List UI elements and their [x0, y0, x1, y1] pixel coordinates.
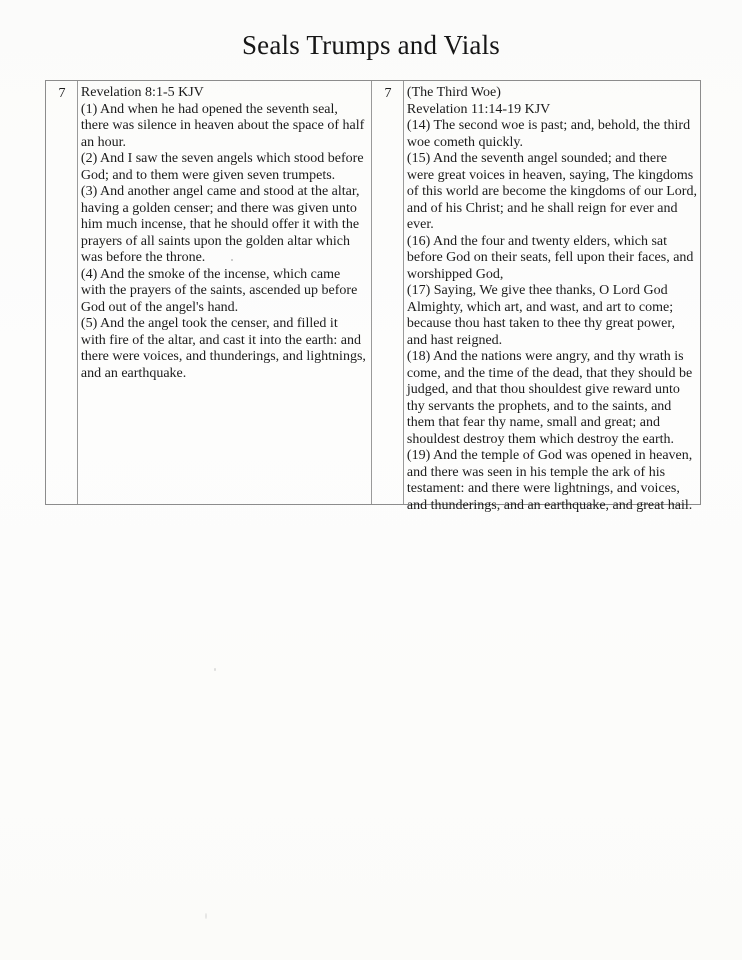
left-passage-line: having a golden censer; and there was given unto [80, 200, 357, 216]
right-passage-line: (18) And the nations were angry, and thy wrath is [406, 349, 684, 364]
right-passage-line: of this world are become the kingdoms of our Lord, [406, 184, 697, 199]
right-passage-line: shouldest destroy them which destroy the earth. [406, 431, 675, 447]
left-passage-line: an hour. [80, 134, 127, 150]
right-passage-line: worshipped God, [406, 266, 504, 282]
right-passage-line: (19) And the temple of God was opened in heaven, [406, 448, 693, 463]
right-passage-line: ever. [406, 217, 434, 232]
left-passage-line: there was silence in heaven about the space of half [80, 118, 365, 133]
left-passage-line: (3) And another angel came and stood at the altar, [80, 184, 360, 199]
left-passage-line: him much incense, that he should offer it with the [80, 217, 360, 232]
left-passage-line: prayers of all saints upon the golden altar which [80, 233, 350, 249]
right-passage-line: (17) Saying, We give thee thanks, O Lord God [406, 283, 668, 298]
left-passage-cell [78, 81, 372, 504]
right-passage-line: before God on their seats, fell upon their faces, and [406, 250, 694, 265]
right-passage-line: were great voices in heaven, saying, The kingdoms [406, 167, 694, 183]
right-passage-line: and there was seen in his temple the ark of his [406, 464, 666, 480]
right-passage-line: testament: and there were lightnings, and voices, [406, 481, 680, 496]
right-passage-line: woe cometh quickly. [406, 134, 524, 150]
right-passage-line: come, and the time of the dead, that they should be [406, 365, 693, 381]
right-passage-line: and thunderings, and an earthquake, and great hail. [406, 497, 693, 513]
page-title: Seals Trumps and Vials [241, 30, 501, 60]
scan-speck [214, 668, 216, 671]
left-passage-line: there were voices, and thunderings, and lightnings, [80, 349, 366, 364]
right-passage-line: (15) And the seventh angel sounded; and there [406, 151, 667, 166]
left-passage-line: God; and to them were given seven trumpets. [80, 167, 336, 183]
left-passage-line: and an earthquake. [80, 365, 187, 381]
scan-speck [231, 259, 233, 261]
left-passage-line: (4) And the smoke of the incense, which came [80, 266, 341, 282]
right-passage-cell [404, 81, 700, 513]
left-passage-line: (5) And the angel took the censer, and filled it [80, 316, 338, 331]
left-passage-line: Revelation 8:1-5 KJV [80, 85, 204, 100]
left-passage-line: (1) And when he had opened the seventh seal, [80, 101, 338, 117]
right-passage-line: and of his Christ; and he shall reign for ever and [406, 200, 678, 216]
right-passage-line: and hast reigned. [406, 332, 503, 348]
right-passage-line: them that fear thy name, small and great; and [406, 415, 660, 430]
right-passage-line: because thou hast taken to thee thy great power, [406, 316, 675, 331]
right-passage-line: Revelation 11:14-19 KJV [406, 101, 551, 117]
scripture-table [45, 80, 701, 513]
right-passage-line: (14) The second woe is past; and, behold, the third [406, 118, 691, 133]
left-passage-line: was before the throne. [80, 250, 206, 265]
left-passage-line: God out of the angel's hand. [80, 299, 239, 315]
left-passage-line: with the prayers of the saints, ascended up before [80, 283, 358, 298]
right-passage-line: Almighty, which art, and wast, and art to come; [406, 299, 674, 315]
left-passage-line: with fire of the altar, and cast it into the earth: and [80, 332, 362, 348]
right-row-number: 7 [372, 81, 404, 504]
left-passage-line: (2) And I saw the seven angels which stood before [80, 151, 364, 166]
right-passage-line: judged, and that thou shouldest give reward unto [406, 382, 680, 397]
scan-speck [205, 913, 207, 919]
right-passage-line: thy servants the prophets, and to the saints, and [406, 398, 672, 414]
left-row-number: 7 [46, 81, 78, 504]
right-passage-line: (The Third Woe) [406, 85, 501, 100]
right-passage-line: (16) And the four and twenty elders, which sat [406, 233, 668, 249]
